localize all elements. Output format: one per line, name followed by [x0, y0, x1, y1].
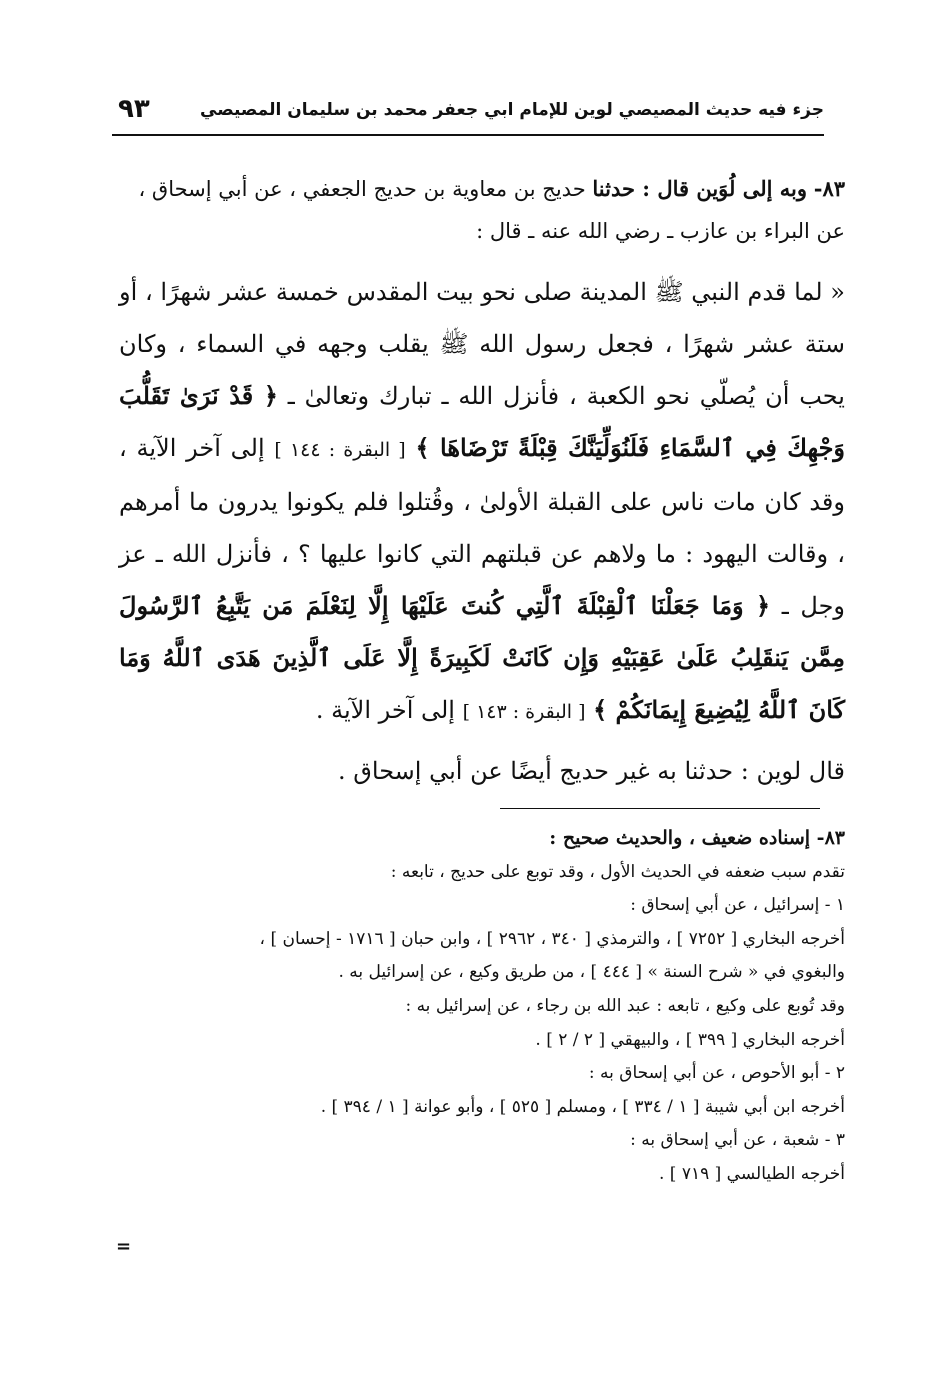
footnote-line: ٢ - أبو الأحوص ، عن أبي إسحاق به :	[588, 1063, 845, 1084]
closing-line: قال لوين : حدثنا به غير حديج أيضًا عن أبي إسحاق .	[338, 757, 845, 785]
hadith-number: ٨٣-	[813, 176, 845, 201]
isnad-line-2: عن البراء بن عازب ـ رضي الله عنه ـ قال :	[476, 219, 845, 243]
header-title: جزء فيه حديث المصيصي لوين للإمام ابي جعفر محمد بن سليمان المصيصي	[200, 100, 824, 120]
footnote-line: وقد تُوبع على وكيع ، تابعه : عبد الله بن رجاء ، عن إسرائيل به :	[405, 995, 845, 1016]
footnote-line: ١ - إسرائيل ، عن أبي إسحاق :	[630, 895, 845, 916]
quran-verse-2: ﴿ وَمَا جَعَلْنَا ٱلْقِبْلَةَ ٱلَّتِي كُنتَ عَلَيْهَا إِلَّا لِنَعْلَمَ مَن يَتَّبِعُ ٱلرَّسُولَ مِمَّن يَنقَلِبُ عَلَىٰ عَقِبَيْهِ وَإِن كَانَتْ لَكَبِيرَةً إِلَّا عَلَى ٱلَّذِينَ هَدَى ٱللَّهُ وَمَا كَانَ ٱللَّهُ لِيُضِيعَ إِيمَانَكُمْ ﴾	[119, 591, 845, 724]
quran-reference-2: [ البقرة : ١٤٣ ]	[462, 701, 586, 723]
footnote-heading: ٨٣- إسناده ضعيف ، والحديث صحيح :	[549, 827, 845, 849]
hadith-part-2: إلى آخر الآية ، وقد كان مات ناس على القبلة الأولىٰ ، وقُتلوا فلم يكونوا يدرون ما أمرهم ، وقالت اليهود : ما ولاهم عن قبلتهم التي كانوا عليها ؟ ، فأنزل الله ـ عز وجل ـ	[119, 434, 845, 620]
footnote-line: أخرجه البخاري [ ٣٩٩ ] ، والبيهقي [ ٢ / ٢ ] .	[535, 1029, 845, 1050]
isnad-rest: حديج بن معاوية بن حديج الجعفي ، عن أبي إسحاق ،	[138, 177, 586, 201]
header-rule	[112, 134, 824, 136]
footnote-rule	[500, 808, 820, 809]
footnote-line: أخرجه الطيالسي [ ٧١٩ ] .	[658, 1163, 845, 1184]
running-header	[112, 94, 824, 134]
footnote-line: تقدم سبب ضعفه في الحديث الأول ، وقد توبع على حديج ، تابعه :	[390, 861, 845, 882]
hadith-part-1: « لما قدم النبي ﷺ المدينة صلى نحو بيت المقدس خمسة عشر شهرًا ، أو ستة عشر شهرًا ، فجعل رسول الله ﷺ يقلب وجهه في السماء ، وكان يحب أن يُصلّي نحو الكعبة ، فأنزل الله ـ تبارك وتعالىٰ ـ	[119, 278, 845, 410]
isnad-lead: وبه إلى لُوَين قال : حدثنا	[592, 176, 808, 201]
hadith-text	[119, 266, 845, 738]
quran-verse-1: ﴿ قَدْ نَرَىٰ تَقَلُّبَ وَجْهِكَ فِي ٱلسَّمَاءِ فَلَنُوَلِّيَنَّكَ قِبْلَةً تَرْضَاهَا ﴾	[119, 381, 845, 462]
hadith-part-3: إلى آخر الآية .	[315, 696, 455, 724]
hadith-isnad	[105, 168, 845, 252]
footnotes	[105, 822, 845, 1192]
hadith-paragraph	[119, 266, 845, 738]
footnote-line: والبغوي في « شرح السنة » [ ٤٤٤ ] ، من طريق وكيع ، عن إسرائيل به .	[338, 962, 845, 983]
page-number: ٩٣	[118, 94, 150, 124]
footnote-line: أخرجه ابن أبي شيبة [ ١ / ٣٣٤ ] ، ومسلم [ ٥٢٥ ] ، وأبو عوانة [ ١ / ٣٩٤ ] .	[320, 1096, 845, 1117]
footnote-line: أخرجه البخاري [ ٧٢٥٢ ] ، والترمذي [ ٣٤٠ ، ٢٩٦٢ ] ، وابن حبان [ ١٧١٦ - إحسان ] ،	[259, 928, 845, 949]
quran-reference-1: [ البقرة : ١٤٤ ]	[274, 439, 406, 461]
continuation-mark: =	[116, 1236, 132, 1257]
footnote-line: ٣ - شعبة ، عن أبي إسحاق به :	[630, 1130, 845, 1151]
